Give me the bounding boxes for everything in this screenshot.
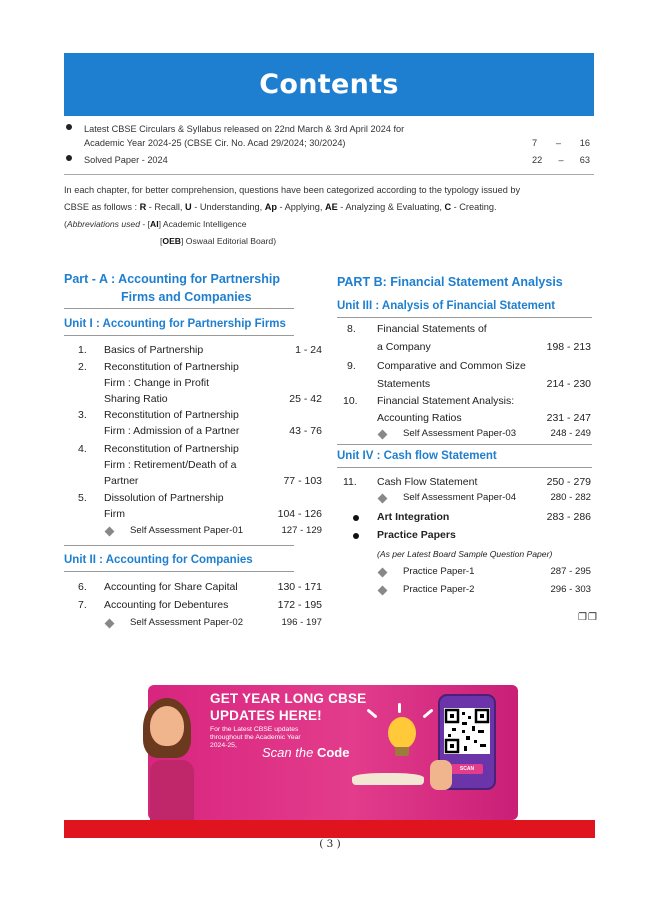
self-assessment-pages: 127 - 129 [281, 525, 322, 536]
divider [64, 571, 294, 572]
chapter-title: Comparative and Common Size [377, 360, 526, 372]
typology-note [64, 182, 598, 250]
self-assessment-row [347, 490, 591, 507]
banner-subtext-line: 2024-25, [210, 742, 237, 749]
chapter-row [78, 407, 322, 441]
chapter-title: Reconstitution of Partnership [104, 409, 239, 421]
chapter-title: Firm : Retirement/Death of a [104, 459, 237, 471]
chapter-pages: 25 - 42 [289, 393, 322, 405]
page-dash: – [555, 138, 561, 148]
chapter-title: Accounting for Debentures [104, 599, 229, 611]
chapter-row [78, 597, 322, 614]
diamond-icon [378, 494, 388, 504]
self-assessment-pages: 196 - 197 [281, 617, 322, 628]
diamond-icon [378, 568, 388, 578]
practice-paper-row [347, 582, 591, 599]
self-assessment-row [78, 615, 322, 632]
code-ai: AI [150, 219, 159, 229]
girl-shirt-illustration [150, 760, 194, 820]
end-mark: ❐❐ [578, 612, 598, 623]
part-a-line: Firms and Companies [121, 290, 252, 304]
note-text: - Analyzing & Evaluating, [337, 202, 445, 212]
qr-pattern-icon [444, 708, 490, 754]
intro-item [64, 122, 594, 150]
chapter-row [78, 579, 322, 596]
chapter-row [347, 321, 591, 355]
bullet-icon [353, 533, 359, 539]
chapter-row [343, 393, 591, 427]
chapter-row [78, 441, 322, 491]
chapter-title: Basics of Partnership [104, 344, 204, 356]
chapter-pages: 77 - 103 [283, 475, 322, 487]
note-text: CBSE as follows : [64, 202, 140, 212]
intro-pages [532, 136, 590, 150]
part-b-heading: PART B: Financial Statement Analysis [337, 275, 563, 289]
scan-word: Code [316, 745, 350, 760]
chapter-row [78, 342, 322, 359]
chapter-title: Financial Statements of [377, 323, 487, 335]
self-assessment-title: Self Assessment Paper-03 [403, 428, 517, 439]
diamond-icon [105, 527, 115, 537]
chapter-num: 4. [78, 443, 87, 455]
chapter-title: Reconstitution of Partnership [104, 443, 239, 455]
chapter-num: 3. [78, 409, 87, 421]
chapter-num: 6. [78, 581, 87, 593]
self-assessment-title: Self Assessment Paper-02 [130, 617, 244, 628]
divider [337, 467, 592, 468]
qr-code-icon[interactable] [444, 708, 490, 754]
chapter-title: Accounting Ratios [377, 412, 462, 424]
chapter-title: Firm [104, 508, 125, 520]
code-c: C [444, 202, 452, 212]
intro-list [64, 122, 594, 175]
note-line [64, 216, 598, 233]
note-line [64, 233, 598, 250]
hand-illustration [430, 760, 452, 790]
footer-bar [64, 820, 595, 838]
contents-header [64, 53, 594, 116]
chapter-title: Statements [377, 378, 431, 390]
practice-paper-pages: 296 - 303 [550, 584, 591, 595]
code-ae: AE [324, 202, 338, 212]
chapter-row [78, 359, 322, 409]
practice-paper-row [347, 564, 591, 581]
chapter-num: 9. [347, 360, 356, 372]
note-line: In each chapter, for better comprehension, questions have been categorized according to the typology issued by [64, 185, 521, 195]
open-book-icon [352, 773, 424, 785]
chapter-num: 1. [78, 344, 87, 356]
divider [64, 174, 594, 175]
practice-paper-title: Practice Paper-2 [403, 584, 475, 595]
banner-heading [210, 690, 366, 724]
intro-text: Latest CBSE Circulars & Syllabus released on 22nd March & 3rd April 2024 for [84, 124, 405, 134]
chapter-title: Partner [104, 475, 139, 487]
unit-1-heading: Unit I : Accounting for Partnership Firms [64, 318, 286, 330]
chapter-pages: 104 - 126 [277, 508, 322, 520]
banner-subtext-line: throughout the Academic Year [210, 734, 301, 741]
unit-2-heading: Unit II : Accounting for Companies [64, 554, 253, 566]
chapter-pages: 250 - 279 [546, 476, 591, 488]
chapter-num: 10. [343, 395, 358, 407]
art-integration-title: Art Integration [377, 511, 450, 523]
note-line [64, 199, 598, 216]
diamond-icon [105, 619, 115, 629]
chapter-title: Accounting for Share Capital [104, 581, 238, 593]
chapter-num: 5. [78, 492, 87, 504]
code-r: R [139, 202, 147, 212]
banner-subtext-line: For the Latest CBSE updates [210, 726, 299, 733]
chapter-pages: 1 - 24 [295, 344, 322, 356]
practice-paper-title: Practice Paper-1 [403, 566, 475, 577]
chapter-pages: 231 - 247 [546, 412, 591, 424]
self-assessment-row [78, 523, 322, 540]
self-assessment-title: Self Assessment Paper-04 [403, 492, 517, 503]
banner-heading-line: UPDATES HERE! [210, 708, 322, 723]
note-text: - Applying, [276, 202, 325, 212]
chapter-num: 8. [347, 323, 356, 335]
chapter-pages: 130 - 171 [277, 581, 322, 593]
scan-button[interactable]: SCAN [451, 764, 483, 774]
divider [337, 317, 592, 318]
lightbulb-icon [388, 717, 416, 749]
page-to: 16 [579, 138, 590, 148]
unit-3-heading: Unit III : Analysis of Financial Statement [337, 300, 556, 312]
divider [64, 545, 294, 546]
chapter-row [78, 490, 322, 524]
intro-text: Academic Year 2024-25 (CBSE Cir. No. Acad 29/2024; 30/2024) [84, 138, 346, 148]
code-ap: Ap [264, 202, 277, 212]
scan-the-code-text [262, 745, 349, 760]
intro-text: Solved Paper - 2024 [84, 155, 168, 165]
part-a-heading [64, 270, 304, 306]
chapter-pages: 43 - 76 [289, 425, 322, 437]
bullet-icon [353, 515, 359, 521]
chapter-title: Sharing Ratio [104, 393, 168, 405]
practice-paper-pages: 287 - 295 [550, 566, 591, 577]
practice-note: (As per Latest Board Sample Question Paper) [377, 549, 553, 559]
chapter-title: Firm : Change in Profit [104, 377, 210, 389]
chapter-title: Financial Statement Analysis: [377, 395, 515, 407]
page-to: 63 [579, 155, 590, 165]
self-assessment-title: Self Assessment Paper-01 [130, 525, 244, 536]
diamond-icon [378, 586, 388, 596]
code-oeb: OEB [162, 236, 182, 246]
note-text: - [ [139, 219, 150, 229]
art-integration-row [347, 509, 591, 526]
divider [64, 335, 294, 336]
note-text: [ [160, 236, 163, 246]
chapter-title: a Company [377, 341, 431, 353]
note-text: - Recall, [146, 202, 186, 212]
code-u: U [185, 202, 192, 212]
page-from: 22 [532, 155, 543, 165]
divider [64, 308, 294, 309]
chapter-title: Reconstitution of Partnership [104, 361, 239, 373]
page-from: 7 [532, 138, 538, 148]
page-number: ( 3 ) [319, 838, 341, 850]
girl-face-illustration [150, 706, 184, 746]
bullet-icon [66, 124, 72, 130]
self-assessment-row [347, 426, 591, 443]
note-text: - Creating. [451, 202, 497, 212]
chapter-title: Firm : Admission of a Partner [104, 425, 240, 437]
unit-4-heading: Unit IV : Cash flow Statement [337, 450, 497, 462]
chapter-pages: 172 - 195 [277, 599, 322, 611]
practice-papers-row [347, 527, 591, 544]
page-title: Contents [259, 69, 399, 100]
note-text: ] Oswaal Editorial Board) [181, 236, 277, 246]
light-ray-icon [398, 703, 401, 713]
scan-word: the [291, 745, 317, 760]
chapter-row [343, 474, 591, 491]
practice-papers-title: Practice Papers [377, 529, 456, 541]
lightbulb-base-icon [395, 747, 409, 756]
intro-item [64, 153, 594, 167]
chapter-row [347, 358, 591, 392]
chapter-title: Dissolution of Partnership [104, 492, 224, 504]
page-dash: – [558, 155, 564, 165]
scan-word: Scan [262, 745, 292, 760]
note-text: Abbreviations used [66, 219, 140, 229]
chapter-pages: 198 - 213 [546, 341, 591, 353]
self-assessment-pages: 248 - 249 [550, 428, 591, 439]
chapter-num: 11. [343, 476, 357, 488]
note-text: - Understanding, [191, 202, 265, 212]
diamond-icon [378, 430, 388, 440]
part-a-line: Part - A : Accounting for Partnership [64, 272, 280, 286]
chapter-title: Cash Flow Statement [377, 476, 478, 488]
art-integration-pages: 283 - 286 [546, 511, 591, 523]
chapter-num: 7. [78, 599, 87, 611]
chapter-pages: 214 - 230 [546, 378, 591, 390]
chapter-num: 2. [78, 361, 87, 373]
intro-pages [532, 153, 590, 167]
self-assessment-pages: 280 - 282 [550, 492, 591, 503]
bullet-icon [66, 155, 72, 161]
divider [337, 444, 592, 445]
note-text: ( [64, 219, 67, 229]
note-text: ] Academic Intelligence [158, 219, 247, 229]
banner-heading-line: GET YEAR LONG CBSE [210, 691, 367, 706]
